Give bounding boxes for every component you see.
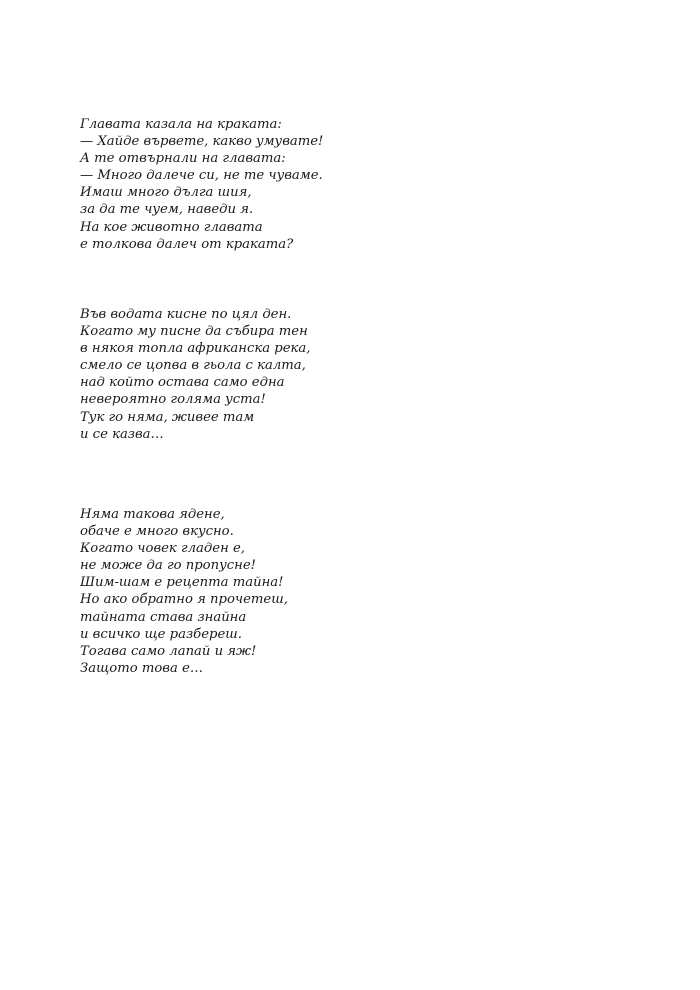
- poem-line: Шим-шам е рецепта тайна!: [80, 575, 284, 591]
- riddle-poem-giraffe: [80, 116, 323, 253]
- poem-line: е толкова далеч от краката?: [80, 236, 294, 252]
- poem-line: в някоя топла африканска река,: [80, 341, 311, 357]
- poem-line: и всичко ще разбереш.: [80, 626, 242, 642]
- poem-line: обаче е много вкусно.: [80, 524, 234, 540]
- poem-line: Когато му писне да събира тен: [80, 324, 308, 340]
- poem-line: — Хайде вървете, какво умувате!: [80, 134, 324, 150]
- poem-line: смело се цопва в гьола с калта,: [80, 358, 306, 374]
- poem-line: невероятно голяма уста!: [80, 392, 266, 408]
- poem-line: не може да го пропусне!: [80, 558, 256, 574]
- poem-line: — Много далече си, не те чуваме.: [80, 168, 323, 184]
- poem-line: Имаш много дълга шия,: [80, 185, 252, 201]
- poem-line: Тук го няма, живее там: [80, 409, 255, 425]
- poem-line: Във водата кисне по цял ден.: [80, 307, 292, 322]
- poem-line: На кое животно главата: [80, 219, 263, 235]
- poem-line: за да те чуем, наведи я.: [80, 202, 254, 218]
- poem-line: Тогава само лапай и яж!: [80, 643, 257, 659]
- poem-line: над който остава само една: [80, 375, 285, 391]
- poem-line: тайната става знайна: [80, 609, 247, 625]
- poem-line: Но ако обратно я прочетеш,: [80, 592, 288, 608]
- poem-line: Няма такова ядене,: [80, 507, 225, 522]
- poem-line: и се казва…: [80, 426, 164, 442]
- poem-line: Защото това е…: [80, 660, 204, 676]
- riddle-poem-hippo: [80, 306, 310, 443]
- riddle-poem-food: [80, 506, 288, 677]
- poem-line: Когато човек гладен е,: [80, 541, 245, 557]
- poem-line: Главата казала на краката:: [80, 117, 282, 132]
- poem-line: А те отвърнали на главата:: [80, 151, 286, 167]
